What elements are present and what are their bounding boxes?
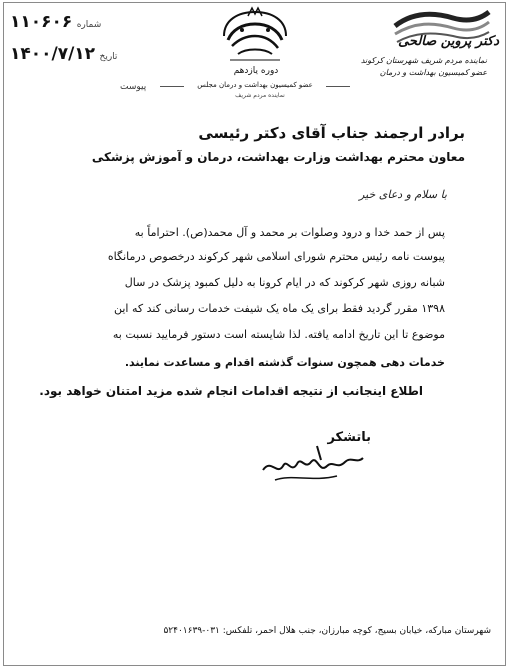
letter-body-line: پیوست نامه رئیس محترم شورای اسلامی شهر کرکوند درخصوص درمانگاه (107, 250, 445, 263)
letter-salutation: برادر ارجمند جناب آقای دکتر رئیسی (198, 124, 465, 142)
letter-body-line: شبانه روزی شهر کرکوند که در ایام کرونا به دلیل کمبود پزشک در سال (124, 276, 445, 289)
mp-name: دکتر پروین صالحی (398, 34, 499, 49)
emblem-subtitle: دوره یازدهم (233, 66, 279, 76)
letter-greeting: با سلام و دعای خیر (359, 188, 447, 201)
center-header-line (160, 82, 350, 92)
center-header-subtext: نماینده مردم شریف (235, 92, 285, 99)
letter-recipient-office: معاون محترم بهداشت وزارت بهداشت، درمان و آموزش پزشکی (91, 150, 465, 164)
letter-number (10, 12, 170, 32)
letter-body-line: ۱۳۹۸ مقرر گردید فقط برای یک ماه یک شیفت خدمات رسانی کند که این (114, 302, 445, 315)
center-header-text: عضو کمیسیون بهداشت و درمان مجلس (184, 81, 326, 89)
letter-body-line: پس از حمد خدا و درود وصلوات بر محمد و آل محمد(ص). احتراماً به (134, 226, 445, 239)
attachment-label: پیوست (120, 82, 147, 92)
letter-closing: اطلاع اینجانب از نتیجه اقدامات انجام شده مزید امتنان خواهد بود. (39, 384, 423, 398)
letter-number-value: ۱۱۰۶۰۶ (10, 12, 73, 32)
letter-body-line: موضوع تا این تاریخ ادامه یافته. لذا شایسته است دستور فرمایید نسبت به (112, 328, 445, 341)
letter-date-value: ۱۴۰۰/۷/۱۲ (10, 44, 96, 64)
letter-date (10, 44, 170, 64)
parliament-emblem-icon (218, 6, 292, 66)
signature-icon (257, 440, 367, 490)
letter-thanks: باتشکر (327, 430, 371, 445)
footer-address: شهرستان مبارکه، خیابان بسیج، کوچه مبارزان، جنب هلال احمر، تلفکس: ۰۳۱-۵۲۴۰۱۶۳۹ (163, 626, 491, 636)
mp-description-line: عضو کمیسیون بهداشت و درمان (379, 68, 487, 77)
letter-body-line: خدمات دهی همچون سنوات گذشته اقدام و مساعدت نمایند. (124, 356, 445, 369)
mp-description (337, 55, 487, 79)
mp-description-line: نماینده مردم شریف شهرستان کرکوند (360, 56, 487, 65)
letter-number-label: شماره (76, 20, 102, 30)
letter-date-label: تاریخ (99, 52, 118, 62)
